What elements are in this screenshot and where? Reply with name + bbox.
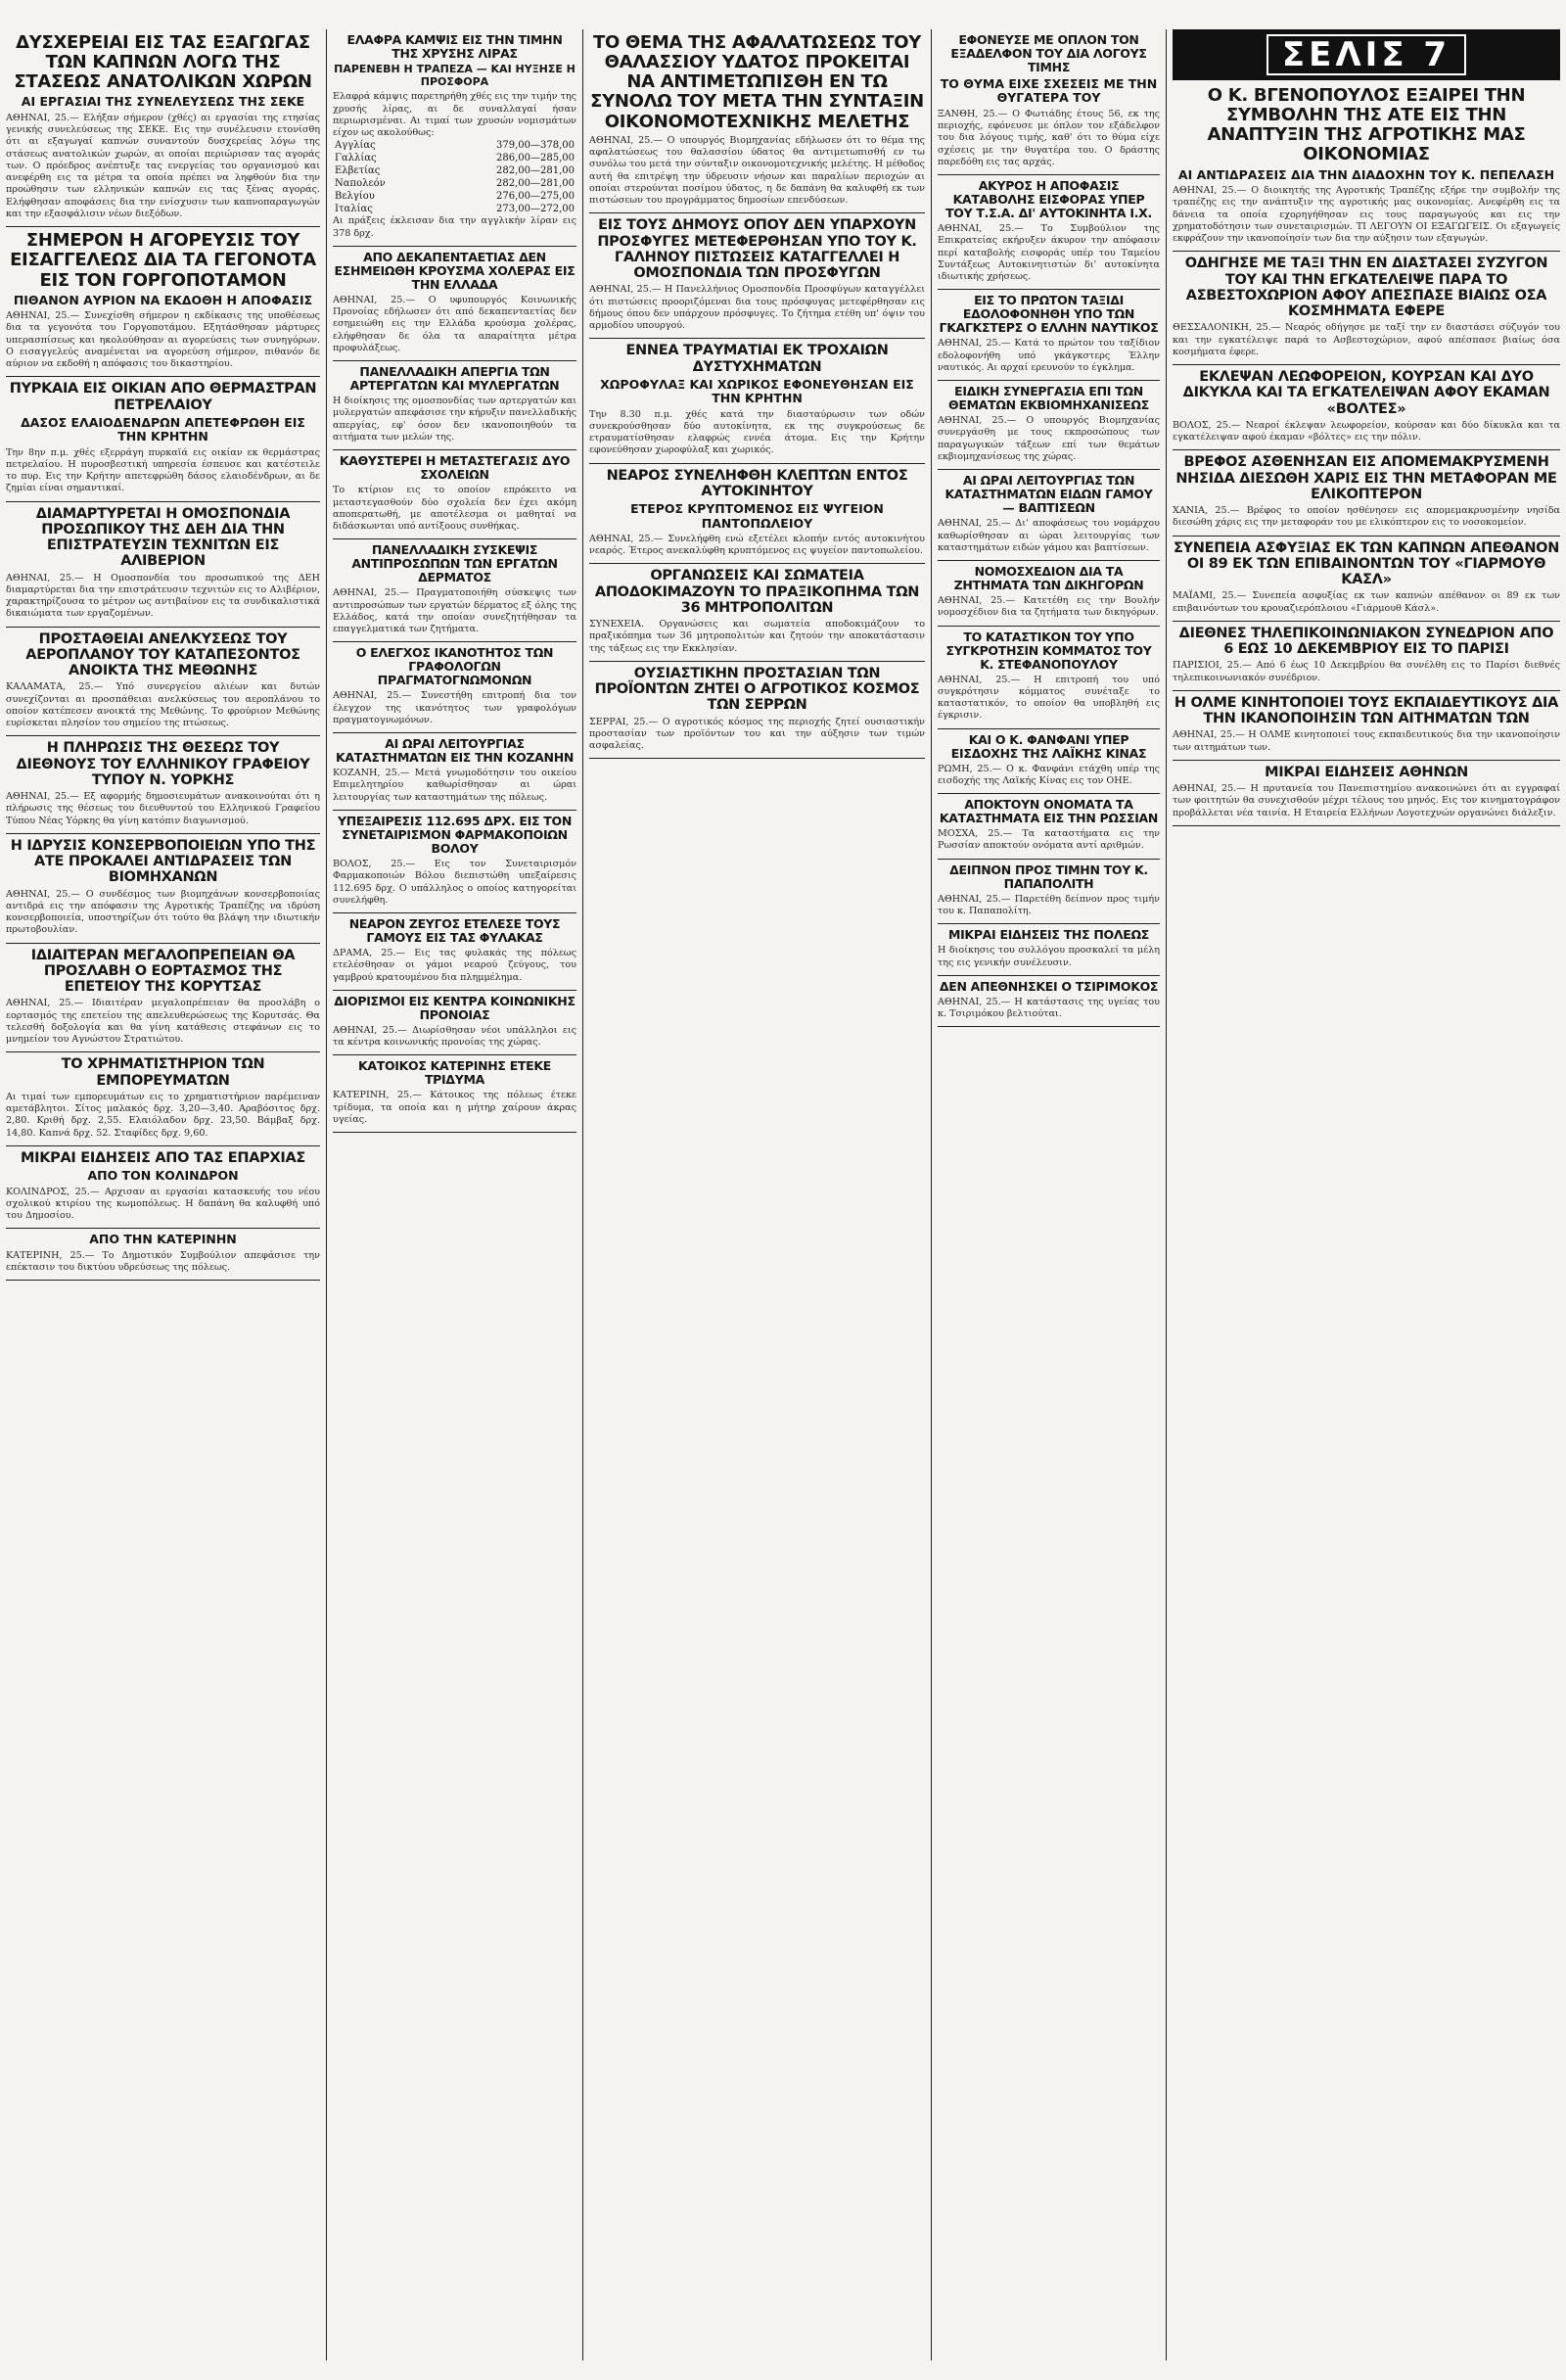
article-subheadline: ΤΟ ΘΥΜΑ ΕΙΧΕ ΣΧΕΣΕΙΣ ΜΕ ΤΗΝ ΘΥΓΑΤΕΡΑ ΤΟΥ xyxy=(940,76,1158,106)
article xyxy=(1173,369,1560,443)
article-body: ΑΘΗΝΑΙ, 25.— Παρετέθη δείπνον προς τιμήν του κ. Παπαπολίτη. xyxy=(938,893,1160,916)
article xyxy=(938,33,1160,168)
article xyxy=(6,740,320,827)
article-headline: ΤΟ ΚΑΤΑΣΤΙΚΟΝ ΤΟΥ ΥΠΟ ΣΥΓΚΡΟΤΗΣΙΝ ΚΟΜΜΑΤΟΣ ΤΟΥ Κ. ΣΤΕΦΑΝΟΠΟΥΛΟΥ xyxy=(945,629,1152,672)
article-body: ΑΘΗΝΑΙ, 25.— Κατά το πρώτον του ταξίδιον εδολοφονήθη υπό γκάγκστερς Έλλην ναυτικός. Αι αρχαί ερευνούν το έγκλημα. xyxy=(938,338,1160,373)
article xyxy=(938,798,1160,853)
article-body: ΑΘΗΝΑΙ, 25.— Η πρυτανεία του Πανεπιστημίου ανακοινώνει ότι αι εγγραφαί των φοιτητών θα συνεχισθούν μέχρι τέλους του μηνός. Εις τον κινηματογράφον προβάλλεται νέα ταινία. Η Εταιρεία Ελλήνων Λογοτεχνών οργανώνει διάλεξιν. xyxy=(1173,783,1560,818)
article-headline: ΕΙΔΙΚΗ ΣΥΝΕΡΓΑΣΙΑ ΕΠΙ ΤΩΝ ΘΕΜΑΤΩΝ ΕΚΒΙΟΜΗΧΑΝΙΣΕΩΣ xyxy=(948,384,1149,413)
article-headline: ΑΚΥΡΟΣ Η ΑΠΟΦΑΣΙΣ ΚΑΤΑΒΟΛΗΣ ΕΙΣΦΟΡΑΣ ΥΠΕΡ ΤΟΥ Τ.Σ.Α. ΔΙ' ΑΥΤΟΚΙΝΗΤΑ Ι.Χ. xyxy=(945,178,1152,221)
column-rule xyxy=(6,943,320,944)
article-body: ΚΟΖΑΝΗ, 25.— Μετά γνωμοδότησιν του οικείου Επιμελητηρίου καθωρίσθησαν αι ώραι λειτουργίας των καταστημάτων της πόλεως. xyxy=(333,768,576,803)
coin-name: Ιταλίας xyxy=(335,204,373,215)
article xyxy=(938,474,1160,554)
column-rule xyxy=(6,501,320,502)
column-rule xyxy=(589,212,925,213)
article-headline: ΑΙ ΩΡΑΙ ΛΕΙΤΟΥΡΓΙΑΣ ΤΩΝ ΚΑΤΑΣΤΗΜΑΤΩΝ ΕΙΔΩΝ ΓΑΜΟΥ — ΒΑΠΤΙΣΕΩΝ xyxy=(944,473,1153,516)
column-rule xyxy=(589,463,925,464)
column-rule xyxy=(333,538,576,539)
article-body: ΑΘΗΝΑΙ, 25.— Συνελήφθη ενώ εξετέλει κλοπήν εντός αυτοκινήτου νεαρός. Έτερος ανεκαλύφθη κρυπτόμενος εις ψυγείον παντοπωλείου. xyxy=(589,533,925,557)
column-rule xyxy=(6,226,320,227)
article-body: ΑΘΗΝΑΙ, 25.— Συνεχίσθη σήμερον η εκδίκασις της υποθέσεως δια τα γεγονότα του Γοργοποτάμου. Εξητάσθησαν μάρτυρες υπερασπίσεως και ηκολούθησαν αι αγορεύσεις των συνηγόρων. Ο εισαγγελεύς αναμένεται να αγορεύση σήμερον, πιθανόν δε αύριον να εκδοθή η απόφασις του δικαστηρίου. xyxy=(6,310,320,370)
article xyxy=(1173,626,1560,684)
column-rule xyxy=(333,1054,576,1055)
coin-price: 282,00—281,00 xyxy=(496,165,575,177)
column-rule xyxy=(6,833,320,834)
article-headline: ΕΚΛΕΨΑΝ ΛΕΩΦΟΡΕΙΟΝ, ΚΟΥΡΣΑΝ ΚΑΙ ΔΥΟ ΔΙΚΥΚΛΑ ΚΑΙ ΤΑ ΕΓΚΑΤΕΛΕΙΨΑΝ ΑΦΟΥ ΕΚΑΜΑΝ «ΒΟΛΤΕΣ» xyxy=(1182,369,1550,417)
article-headline: ΙΔΙΑΙΤΕΡΑΝ ΜΕΓΑΛΟΠΡΕΠΕΙΑΝ ΘΑ ΠΡΟΣΛΑΒΗ Ο ΕΟΡΤΑΣΜΟΣ ΤΗΣ ΕΠΕΤΕΙΟΥ ΤΗΣ ΚΟΡΥΤΣΑΣ xyxy=(30,947,296,996)
article-body: Την 8.30 π.μ. χθές κατά την διασταύρωσιν των οδών συνεκρούσθησαν δύο αυτοκίνητα, εκ της συγκρούσεως δε ετραυματίσθησαν ελαφρώς εννέα άτομα. Εις την Κρήτην εφονεύθησαν χωροφύλαξ και χωρικός. xyxy=(589,408,925,456)
column-rule xyxy=(938,793,1160,794)
article xyxy=(938,733,1160,788)
article-headline: ΔΙΕΘΝΕΣ ΤΗΛΕΠΙΚΟΙΝΩΝΙΑΚΟΝ ΣΥΝΕΔΡΙΟΝ ΑΠΟ 6 ΕΩΣ 10 ΔΕΚΕΜΒΡΙΟΥ ΕΙΣ ΤΟ ΠΑΡΙΣΙ xyxy=(1178,625,1554,657)
article-body: ΑΘΗΝΑΙ, 25.— Η ΟΛΜΕ κινητοποιεί τους εκπαιδευτικούς δια την ικανοποίησιν των αιτημάτων των. xyxy=(1173,729,1560,753)
column-rule xyxy=(333,990,576,991)
article-subheadline: ΕΤΕΡΟΣ ΚΡΥΠΤΟΜΕΝΟΣ ΕΙΣ ΨΥΓΕΙΟΝ ΠΑΝΤΟΠΩΛΕΙΟΥ xyxy=(630,501,884,531)
coin-price: 379,00—378,00 xyxy=(496,140,575,152)
article xyxy=(333,646,576,726)
column-rule xyxy=(938,1026,1160,1027)
column-rule xyxy=(589,661,925,662)
article-headline: ΜΙΚΡΑΙ ΕΙΔΗΣΕΙΣ ΑΠΟ ΤΑΣ ΕΠΑΡΧΙΑΣ xyxy=(21,1150,305,1167)
article xyxy=(6,231,320,370)
column-rule xyxy=(6,627,320,628)
coin-name: Γαλλίας xyxy=(335,153,377,164)
article-headline: ΥΠΕΞΑΙΡΕΣΙΣ 112.695 ΔΡΧ. ΕΙΣ ΤΟΝ ΣΥΝΕΤΑΙΡΙΣΜΟΝ ΦΑΡΜΑΚΟΠΟΙΩΝ ΒΟΛΟΥ xyxy=(337,813,572,856)
article-body: ΞΑΝΘΗ, 25.— Ο Φωτιάδης έτους 56, εκ της περιοχής, εφόνευσε με όπλον τον εξάδελφον του δια λόγους τιμής, καθ' ότι το θύμα είχε σχέσεις με την θυγατέρα του. Ο δράστης παρεδόθη εις τας αρχάς. xyxy=(938,108,1160,167)
column-rule xyxy=(589,338,925,339)
article-body: ΑΘΗΝΑΙ, 25.— Πραγματοποιήθη σύσκεψις των αντιπροσώπων των εργατών δέρματος εξ όλης της Ελλάδος, κατά την οποίαν συνεζητήθησαν τα επαγγελματικά των ζητήματα. xyxy=(333,587,576,635)
article xyxy=(333,1059,576,1126)
article xyxy=(938,294,1160,374)
article xyxy=(938,630,1160,723)
article-body: ΚΑΛΑΜΑΤΑ, 25.— Υπό συνεργείου αλιέων και δυτών συνεχίζονται αι προσπάθειαι ανελκύσεως του αεροπλάνου το οποίον κατέπεσεν ανοικτά της Μεθώνης. Το φρούριον Μεθώνης ευρίσκεται πλησίον του σημείου της πτώσεως. xyxy=(6,681,320,729)
article xyxy=(589,666,925,753)
article-headline: ΟΔΗΓΗΣΕ ΜΕ ΤΑΞΙ ΤΗΝ ΕΝ ΔΙΑΣΤΑΣΕΙ ΣΥΖΥΓΟΝ ΤΟΥ ΚΑΙ ΤΗΝ ΕΓΚΑΤΕΛΕΙΨΕ ΠΑΡΑ ΤΟ ΑΣΒΕΣΤΟΧΩΡΙΟΝ ΑΦΟΥ ΑΠΕΣΠΑΣΕ ΒΙΑΙΩΣ ΟΣΑ ΚΟΣΜΗΜΑΤΑ ΕΦΕΡΕ xyxy=(1184,256,1548,320)
article xyxy=(938,863,1160,918)
column-rule xyxy=(1173,690,1560,691)
gold-note: Αι πράξεις έκλεισαν δια την αγγλικήν λίραν εις 378 δρχ. xyxy=(333,215,576,239)
article-headline: ΑΠΟΚΤΟΥΝ ΟΝΟΜΑΤΑ ΤΑ ΚΑΤΑΣΤΗΜΑΤΑ ΕΙΣ ΤΗΝ ΡΩΣΣΙΑΝ xyxy=(939,797,1159,826)
column-rule xyxy=(938,626,1160,627)
column-rule xyxy=(938,923,1160,924)
coin-price: 282,00—281,00 xyxy=(496,178,575,190)
gold-headline: ΕΛΑΦΡΑ ΚΑΜΨΙΣ ΕΙΣ ΤΗΝ ΤΙΜΗΝ ΤΗΣ ΧΡΥΣΗΣ ΛΙΡΑΣ xyxy=(346,32,563,61)
column-rule xyxy=(6,735,320,736)
coin-name: Ναπολεόν xyxy=(335,178,386,190)
column-rule xyxy=(6,1280,320,1281)
article-headline: ΒΡΕΦΟΣ ΑΣΘΕΝΗΣΑΝ ΕΙΣ ΑΠΟΜΕΜΑΚΡΥΣΜΕΝΗ ΝΗΣΙΔΑ ΔΙΕΣΩΘΗ ΧΑΡΙΣ ΕΙΣ ΤΗΝ ΜΕΤΑΦΟΡΑΝ ΜΕ ΕΛΙΚΟΠΤΕΡΟΝ xyxy=(1175,454,1557,502)
column-rule xyxy=(1173,364,1560,365)
article-subheadline: ΑΙ ΑΝΤΙΔΡΑΣΕΙΣ ΔΙΑ ΤΗΝ ΔΙΑΔΟΧΗΝ ΤΟΥ Κ. ΠΕΠΕΛΑΣΗ xyxy=(1177,166,1555,182)
gold-subheadline: ΠΑΡΕΝΕΒΗ Η ΤΡΑΠΕΖΑ — ΚΑΙ ΗΥΞΗΣΕ Η ΠΡΟΣΦΟΡΑ xyxy=(334,63,576,88)
article-headline: ΚΑΘΥΣΤΕΡΕΙ Η ΜΕΤΑΣΤΕΓΑΣΙΣ ΔΥΟ ΣΧΟΛΕΙΩΝ xyxy=(339,453,571,483)
article-headline: ΕΝΝΕΑ ΤΡΑΥΜΑΤΙΑΙ ΕΚ ΤΡΟΧΑΙΩΝ ΔΥΣΤΥΧΗΜΑΤΩΝ xyxy=(625,343,889,375)
coin-name: Βελγίου xyxy=(335,191,375,203)
page-banner xyxy=(1173,29,1560,80)
gold-price-row xyxy=(333,203,576,215)
article-subheadline: ΧΩΡΟΦΥΛΑΞ ΚΑΙ ΧΩΡΙΚΟΣ ΕΦΟΝΕΥΘΗΣΑΝ ΕΙΣ ΤΗΝ ΚΡΗΤΗΝ xyxy=(600,376,914,406)
article xyxy=(6,1150,320,1222)
article-body: ΚΑΤΕΡΙΝΗ, 25.— Κάτοικος της πόλεως έτεκε τρίδυμα, τα οποία και η μήτηρ χαίρουν άκρας υγείας. xyxy=(333,1090,576,1125)
article-headline: ΕΙΣ ΤΟΥΣ ΔΗΜΟΥΣ ΟΠΟΥ ΔΕΝ ΥΠΑΡΧΟΥΝ ΠΡΟΣΦΥΓΕΣ ΜΕΤΕΦΕΡΘΗΣΑΝ ΥΠΟ ΤΟΥ Κ. ΓΑΛΗΝΟΥ ΠΙΣΤΩΣΕΙΣ ΚΑΤΑΓΓΕΛΛΕΙ Η ΟΜΟΣΠΟΝΔΙΑ ΤΩΝ ΠΡΟΣΦΥΓΩΝ xyxy=(597,217,917,282)
column-rule xyxy=(6,1051,320,1052)
article xyxy=(1173,454,1560,529)
gold-price-row xyxy=(333,152,576,164)
article-body: ΑΘΗΝΑΙ, 25.— Η επιτροπή του υπό συγκρότησιν κόμματος συνέταξε το καταστατικόν, το οποίον θα υποβληθή εις έγκρισιν. xyxy=(938,674,1160,722)
column-rule xyxy=(938,560,1160,561)
gold-price-row xyxy=(333,177,576,190)
column-rule xyxy=(938,289,1160,290)
article-body: ΑΘΗΝΑΙ, 25.— Ο υπουργός Βιομηχανίας συνεργάσθη με τους εκπροσώπους των παραγωγικών τάξεων επί των θεμάτων εκβιομηχανίσεως της χώρας. xyxy=(938,415,1160,462)
article xyxy=(6,948,320,1047)
article-body: ΑΘΗΝΑΙ, 25.— Ιδιαιτέραν μεγαλοπρέπειαν θα προσλάβη ο εορτασμός της επετείου της απελευθερώσεως της Κορυτσάς. Θα τελεσθή δοξολογία και θα γίνη κατάθεσις στεφάνων εις το μνημείον του Αγνώστου Στρατιώτου. xyxy=(6,998,320,1046)
article-headline: ΠΥΡΚΑΙΑ ΕΙΣ ΟΙΚΙΑΝ ΑΠΟ ΘΕΡΜΑΣΤΡΑΝ ΠΕΤΡΕΛΑΙΟΥ xyxy=(9,381,317,413)
column-rule xyxy=(333,449,576,450)
column-1 xyxy=(0,29,327,2360)
article-headline: ΜΙΚΡΑΙ ΕΙΔΗΣΕΙΣ ΤΗΣ ΠΟΛΕΩΣ xyxy=(947,927,1150,943)
article-headline: ΚΑΙ Ο Κ. ΦΑΝΦΑΝΙ ΥΠΕΡ ΕΙΣΔΟΧΗΣ ΤΗΣ ΛΑΪΚΗΣ ΚΙΝΑΣ xyxy=(950,731,1147,761)
article xyxy=(1173,695,1560,754)
article-body: ΠΑΡΙΣΙΟΙ, 25.— Από 6 έως 10 Δεκεμβρίου θα συνέλθη εις το Παρίσι διεθνές τηλεπικοινωνιακόν συνέδριον. xyxy=(1173,660,1560,683)
article-subheadline: ΑΙ ΕΡΓΑΣΙΑΙ ΤΗΣ ΣΥΝΕΛΕΥΣΕΩΣ ΤΗΣ ΣΕΚΕ xyxy=(21,94,305,110)
article xyxy=(1173,256,1560,358)
article-body: ΣΥΝΕΧΕΙΑ. Οργανώσεις και σωματεία αποδοκιμάζουν το πραξικόπημα των 36 μητροπολιτών και ζητούν την αποκατάστασιν της τάξεως εις την Εκκλησίαν. xyxy=(589,619,925,654)
article-headline: ΑΙ ΩΡΑΙ ΛΕΙΤΟΥΡΓΙΑΣ ΚΑΤΑΣΤΗΜΑΤΩΝ ΕΙΣ ΤΗΝ ΚΟΖΑΝΗΝ xyxy=(335,736,575,766)
article-headline: ΠΑΝΕΛΛΑΔΙΚΗ ΑΠΕΡΓΙΑ ΤΩΝ ΑΡΤΕΡΓΑΤΩΝ ΚΑΙ ΜΥΛΕΡΓΑΤΩΝ xyxy=(349,364,560,394)
article xyxy=(333,815,576,907)
article xyxy=(1173,540,1560,615)
column-rule xyxy=(1173,621,1560,622)
article-headline: ΠΑΝΕΛΛΑΔΙΚΗ ΣΥΣΚΕΨΙΣ ΑΝΤΙΠΡΟΣΩΠΩΝ ΤΩΝ ΕΡΓΑΤΩΝ ΔΕΡΜΑΤΟΣ xyxy=(351,542,558,585)
article-headline: ΚΑΤΟΙΚΟΣ ΚΑΤΕΡΙΝΗΣ ΕΤΕΚΕ ΤΡΙΔΥΜΑ xyxy=(357,1058,552,1088)
column-rule xyxy=(6,1228,320,1229)
article-body: ΑΘΗΝΑΙ, 25.— Η Πανελλήνιος Ομοσπονδία Προσφύγων καταγγέλλει ότι πιστώσεις προοριζόμεναι δια τους πρόσφυγας μετεφέρθησαν εις δήμους όπου δεν υπάρχουν πρόσφυγες. Το ζήτημα ετέθη υπ' όψιν του αρμοδίου υπουργού. xyxy=(589,284,925,332)
article xyxy=(6,838,320,937)
article-headline: Η ΠΛΗΡΩΣΙΣ ΤΗΣ ΘΕΣΕΩΣ ΤΟΥ ΔΙΕΘΝΟΥΣ ΤΟΥ ΕΛΛΗΝΙΚΟΥ ΓΡΑΦΕΙΟΥ ΤΥΠΟΥ Ν. ΥΟΡΚΗΣ xyxy=(16,740,310,788)
article-headline: ΕΦΟΝΕΥΣΕ ΜΕ ΟΠΛΟΝ ΤΟΝ ΕΞΑΔΕΛΦΟΝ ΤΟΥ ΔΙΑ ΛΟΓΟΥΣ ΤΙΜΗΣ xyxy=(950,32,1147,74)
article-subheadline: ΔΑΣΟΣ ΕΛΑΙΟΔΕΝΔΡΩΝ ΑΠΕΤΕΦΡΩΘΗ ΕΙΣ ΤΗΝ ΚΡΗΤΗΝ xyxy=(21,414,305,444)
article-headline: ΔΙΟΡΙΣΜΟΙ ΕΙΣ ΚΕΝΤΡΑ ΚΟΙΝΩΝΙΚΗΣ ΠΡΟΝΟΙΑΣ xyxy=(334,993,576,1022)
article-headline: ΔΥΣΧΕΡΕΙΑΙ ΕΙΣ ΤΑΣ ΕΞΑΓΩΓΑΣ ΤΩΝ ΚΑΠΝΩΝ ΛΟΓΩ ΤΗΣ ΣΤΑΣΕΩΣ ΑΝΑΤΟΛΙΚΩΝ ΧΩΡΩΝ xyxy=(14,32,312,93)
column-rule xyxy=(938,975,1160,976)
article-body: ΔΡΑΜΑ, 25.— Εις τας φυλακάς της πόλεως ετελέσθησαν οι γάμοι νεαρού ζεύγους, του γαμβρού κρατουμένου δια πλημμέλημα. xyxy=(333,948,576,983)
article-headline: ΣΥΝΕΠΕΙΑ ΑΣΦΥΞΙΑΣ ΕΚ ΤΩΝ ΚΑΠΝΩΝ ΑΠΕΘΑΝΟΝ ΟΙ 89 ΕΚ ΤΩΝ ΕΠΙΒΑΙΝΟΝΤΩΝ ΤΟΥ «ΓΙΑΡΜΟΥΘ ΚΑΣΛ» xyxy=(1173,539,1560,587)
article-body: ΑΘΗΝΑΙ, 25.— Κατετέθη εις την Βουλήν νομοσχέδιον δια τα ζητήματα των δικηγόρων. xyxy=(938,595,1160,619)
article-headline: ΤΟ ΧΡΗΜΑΤΙΣΤΗΡΙΟΝ ΤΩΝ ΕΜΠΟΡΕΥΜΑΤΩΝ xyxy=(61,1056,265,1089)
article-body: ΜΑΪΑΜΙ, 25.— Συνεπεία ασφυξίας εκ των καπνών απέθανον οι 89 εκ των επιβαινόντων του κρουαζιερόπλοιου «Γιάρμουθ Κάσλ». xyxy=(1173,590,1560,614)
column-5 xyxy=(1167,29,1566,2360)
article-body: ΒΟΛΟΣ, 25.— Νεαροί έκλεψαν λεωφορείον, κούρσαν και δύο δίκυκλα και τα εγκατέλειψαν αφού έκαμαν «βόλτες» εις την πόλιν. xyxy=(1173,419,1560,443)
article xyxy=(589,568,925,655)
column-5-articles xyxy=(1173,86,1560,826)
article xyxy=(333,543,576,635)
article-body: ΑΘΗΝΑΙ, 25.— Ο διοικητής της Αγροτικής Τραπέζης εξήρε την συμβολήν της τραπέζης εις την ανάπτυξιν της αγροτικής μας οικονομίας. Ανεφέρθη εις τα δάνεια τα οποία εχορηγήθησαν εις τους παραγωγούς και εις την χρηματοδότησιν των συνεταιρισμών. ΤΙ ΛΕΓΟΥΝ ΟΙ ΕΞΑΓΩΓΕΙΣ. Οι εξαγωγείς εκφράζουν την ικανοποίησίν των δια την αύξησιν των εξαγωγών. xyxy=(1173,185,1560,245)
article-headline: ΤΟ ΘΕΜΑ ΤΗΣ ΑΦΑΛΑΤΩΣΕΩΣ ΤΟΥ ΘΑΛΑΣΣΙΟΥ ΥΔΑΤΟΣ ΠΡΟΚΕΙΤΑΙ ΝΑ ΑΝΤΙΜΕΤΩΠΙΣΘΗ ΕΝ ΤΩ ΣΥΝΟΛΩ ΤΟΥ ΜΕΤΑ ΤΗΝ ΣΥΝΤΑΞΙΝ ΟΙΚΟΝΟΜΟΤΕΧΝΙΚΗΣ ΜΕΛΕΤΗΣ xyxy=(590,32,924,132)
article-body: ΒΟΛΟΣ, 25.— Εις τον Συνεταιρισμόν Φαρμακοποιών Βόλου διεπιστώθη υπεξαίρεσις 112.695 δρχ. Ο υπάλληλος ο οποίος κατηγορείται συνελήφθη. xyxy=(333,858,576,906)
column-rule xyxy=(6,376,320,377)
article-body: ΘΕΣΣΑΛΟΝΙΚΗ, 25.— Νεαρός οδήγησε με ταξί την εν διαστάσει σύζυγόν του και την εγκατέλειψε παρά το Ασβεστοχώριον, αφού απέσπασε βιαίως όσα κοσμήματα έφερε. xyxy=(1173,322,1560,357)
column-rule xyxy=(1173,449,1560,450)
article-body: ΣΕΡΡΑΙ, 25.— Ο αγροτικός κόσμος της περιοχής ζητεί ουσιαστικήν προστασίαν των προϊόντων του και την αύξησιν των τιμών ασφαλείας. xyxy=(589,716,925,752)
article-subheadline: ΑΠΟ ΤΗΝ ΚΑΤΕΡΙΝΗΝ xyxy=(89,1232,237,1247)
coin-price: 286,00—285,00 xyxy=(496,153,575,164)
column-rule xyxy=(938,380,1160,381)
column-2-articles xyxy=(333,251,576,1133)
gold-body: Ελαφρά κάμψις παρετηρήθη χθές εις την τιμήν της χρυσής λίρας, αι δε συναλλαγαί ήσαν περιωρισμέναι. Αι τιμαί των χρυσών νομισμάτων είχον ως ακολούθως: xyxy=(333,91,576,139)
column-rule xyxy=(333,732,576,733)
gold-price-row xyxy=(333,164,576,177)
article-headline: ΝΕΑΡΟΣ ΣΥΝΕΛΗΦΘΗ ΚΛΕΠΤΩΝ ΕΝΤΟΣ ΑΥΤΟΚΙΝΗΤΟΥ xyxy=(606,467,908,499)
article xyxy=(1173,86,1560,245)
article xyxy=(6,506,320,621)
article xyxy=(938,565,1160,620)
article-body: ΑΘΗΝΑΙ, 25.— Δι' αποφάσεως του νομάρχου καθωρίσθησαν αι ώραι λειτουργίας των καταστημάτων ειδών γάμου και βαπτίσεων. xyxy=(938,518,1160,553)
column-rule xyxy=(333,810,576,811)
article xyxy=(6,1233,320,1274)
article xyxy=(6,1056,320,1140)
article-headline: ΕΙΣ ΤΟ ΠΡΩΤΟΝ ΤΑΞΙΔΙ ΕΔΟΛΟΦΟΝΗΘΗ ΥΠΟ ΤΩΝ ΓΚΑΓΚΣΤΕΡΣ Ο ΕΛΛΗΝ ΝΑΥΤΙΚΟΣ xyxy=(939,293,1159,336)
article-headline: Η ΟΛΜΕ ΚΙΝΗΤΟΠΟΙΕΙ ΤΟΥΣ ΕΚΠΑΙΔΕΥΤΙΚΟΥΣ ΔΙΑ ΤΗΝ ΙΚΑΝΟΠΟΙΗΣΙΝ ΤΩΝ ΑΙΤΗΜΑΤΩΝ ΤΩΝ xyxy=(1174,694,1559,726)
article-body: Την 8ην π.μ. χθές εξερράγη πυρκαϊά εις οικίαν εκ θερμάστρας πετρελαίου. Η πυροσβεστική υπηρεσία έσπευσε και κατέστειλε το πυρ. Εις την Κρήτην απετεφρώθη δάσος ελαιοδένδρων, αι δε ζημίαι είναι σημαντικαί. xyxy=(6,446,320,494)
column-rule xyxy=(1173,536,1560,537)
column-rule xyxy=(333,641,576,642)
article xyxy=(333,251,576,354)
article xyxy=(938,179,1160,283)
article-body: ΑΘΗΝΑΙ, 25.— Ελήξαν σήμερον (χθές) αι εργασίαι της ετησίας γενικής συνελεύσεως της ΣΕΚΕ. Εις την συνέλευσιν ετονίσθη ότι αι εξαγωγαί καπνών συναντούν δυσχερείας λόγω της στάσεως ανατολικών χωρών, αι οποίαι περιώρισαν τας αγοράς των. Ο πρόεδρος ανέπτυξε τας ενεργείας του οργανισμού και ανεφέρθη εις τα μέτρα τα οποία πρέπει να ληφθούν δια την προώθησιν των ελληνικών καπνών εις τας ξένας αγοράς. Ελήφθησαν αποφάσεις δια την ενίσχυσιν των καπνοπαραγωγών και την εξασφάλισιν νέων διεξόδων. xyxy=(6,112,320,219)
article-body: ΑΘΗΝΑΙ, 25.— Ο συνδέσμος των βιομηχάνων κονσερβοποιίας αντιδρά εις την απόφασιν της Αγροτικής Τραπέζης να ιδρύση κονσερβοποιεία, υποστηρίζων ότι τούτο θα βλάψη την ιδιωτικήν πρωτοβουλίαν. xyxy=(6,888,320,936)
column-rule xyxy=(1173,251,1560,252)
article-body: Το κτίριον εις το οποίον επρόκειτο να μεταστεγασθούν δύο σχολεία δεν έχει ακόμη αποπερατωθή, με αποτέλεσμα οι μαθηταί να διδάσκωνται υπό αντίξοους συνθήκας. xyxy=(333,485,576,533)
article-body: ΜΟΣΧΑ, 25.— Τα καταστήματα εις την Ρωσσίαν αποκτούν ονόματα αντί αριθμών. xyxy=(938,828,1160,852)
article-headline: ΑΠΟ ΔΕΚΑΠΕΝΤΑΕΤΙΑΣ ΔΕΝ ΕΣΗΜΕΙΩΘΗ ΚΡΟΥΣΜΑ ΧΟΛΕΡΑΣ ΕΙΣ ΤΗΝ ΕΛΛΑΔΑ xyxy=(334,249,576,292)
article-headline: ΔΙΑΜΑΡΤΥΡΕΤΑΙ Η ΟΜΟΣΠΟΝΔΙΑ ΠΡΟΣΩΠΙΚΟΥ ΤΗΣ ΔΕΗ ΔΙΑ ΤΗΝ ΕΠΙΣΤΡΑΤΕΥΣΙΝ ΤΕΧΝΙΤΩΝ ΕΙΣ ΑΛΙΒΕΡΙΟΝ xyxy=(35,505,291,570)
column-3 xyxy=(583,29,932,2360)
article-headline: Η ΙΔΡΥΣΙΣ ΚΟΝΣΕΡΒΟΠΟΙΕΙΩΝ ΥΠΟ ΤΗΣ ΑΤΕ ΠΡΟΚΑΛΕΙ ΑΝΤΙΔΡΑΣΕΙΣ ΤΩΝ ΒΙΟΜΗΧΑΝΩΝ xyxy=(10,837,316,886)
article xyxy=(589,33,925,207)
article-headline: ΝΕΑΡΟΝ ΖΕΥΓΟΣ ΕΤΕΛΕΣΕ ΤΟΥΣ ΓΑΜΟΥΣ ΕΙΣ ΤΑΣ ΦΥΛΑΚΑΣ xyxy=(348,916,561,946)
article-body: ΚΟΛΙΝΔΡΟΣ, 25.— Αρχισαν αι εργασίαι κατασκευής του νέου σχολικού κτιρίου της κωμοπόλεως. Η δαπάνη θα καλυφθή υπό του Δημοσίου. xyxy=(6,1186,320,1222)
gold-price-table xyxy=(333,139,576,215)
article xyxy=(333,917,576,984)
article-body: ΑΘΗΝΑΙ, 25.— Ο υφυπουργός Κοινωνικής Προνοίας εδήλωσεν ότι από δεκαπενταετίας δεν εσημειώθη εις την Ελλάδα κρούσμα χολέρας, ελήφθησαν δε όλα τα απαραίτητα μέτρα προφυλάξεως. xyxy=(333,294,576,353)
article-subheadline: ΑΠΟ ΤΟΝ ΚΟΛΙΝΔΡΟΝ xyxy=(87,1168,239,1184)
article-headline: ΠΡΟΣΤΑΘΕΙΑΙ ΑΝΕΛΚΥΣΕΩΣ ΤΟΥ ΑΕΡΟΠΛΑΝΟΥ ΤΟΥ ΚΑΤΑΠΕΣΟΝΤΟΣ ΑΝΟΙΚΤΑ ΤΗΣ ΜΕΘΩΝΗΣ xyxy=(25,630,300,679)
article xyxy=(938,385,1160,463)
article xyxy=(6,631,320,730)
article xyxy=(938,928,1160,969)
gold-price-row xyxy=(333,190,576,203)
column-rule xyxy=(333,912,576,913)
column-rule xyxy=(333,360,576,361)
article-headline: ΝΟΜΟΣΧΕΔΙΟΝ ΔΙΑ ΤΑ ΖΗΤΗΜΑΤΑ ΤΩΝ ΔΙΚΗΓΟΡΩΝ xyxy=(953,564,1144,593)
article-body: ΑΘΗΝΑΙ, 25.— Διωρίσθησαν νέοι υπάλληλοι εις τα κέντρα κοινωνικής προνοίας της χώρας. xyxy=(333,1024,576,1049)
article-body: ΚΑΤΕΡΙΝΗ, 25.— Το Δημοτικόν Συμβούλιον απεφάσισε την επέκτασιν του δικτύου υδρεύσεως της πόλεως. xyxy=(6,1249,320,1274)
article-headline: Ο ΕΛΕΓΧΟΣ ΙΚΑΝΟΤΗΤΟΣ ΤΩΝ ΓΡΑΦΟΛΟΓΩΝ ΠΡΑΓΜΑΤΟΓΝΩΜΟΝΩΝ xyxy=(355,645,554,688)
article-body: ΑΘΗΝΑΙ, 25.— Ο υπουργός Βιομηχανίας εδήλωσεν ότι το θέμα της αφαλατώσεως του θαλασσίου ύδατος θα αντιμετωπισθή εν τω συνόλω του μετά την σύνταξιν οικονομοτεχνικής μελέτης. Η μέθοδος αυτή θα επιτρέψη την ύδρευσιν νήσων και παραλίων περιοχών αι οποίαι στερούνται ποσίμου ύδατος, η δε δαπάνη θα καλυφθή εκ των πιστώσεων του προγράμματος δημοσίων επενδύσεων. xyxy=(589,134,925,207)
coin-price: 273,00—272,00 xyxy=(496,204,575,215)
article xyxy=(589,217,925,332)
column-4 xyxy=(932,29,1167,2360)
article-headline: ΣΗΜΕΡΟΝ Η ΑΓΟΡΕΥΣΙΣ ΤΟΥ ΕΙΣΑΓΓΕΛΕΩΣ ΔΙΑ ΤΑ ΓΕΓΟΝΟΤΑ ΕΙΣ ΤΟΝ ΓΟΡΓΟΠΟΤΑΜΟΝ xyxy=(10,230,316,291)
article-body: Η διοίκησις της ομοσπονδίας των αρτεργατών και μυλεργατών απεφάσισε την κήρυξιν πανελλαδικής απεργίας, εφ' όσον δεν ικανοποιηθούν τα αιτήματα των μελών της. xyxy=(333,396,576,443)
article-body: ΑΘΗΝΑΙ, 25.— Το Συμβούλιον της Επικρατείας εκήρυξεν άκυρον την απόφασιν περί καταβολής εισφοράς υπέρ του Ταμείου Συντάξεως Αυτοκινητιστών δι' αυτοκίνητα ιδιωτικής χρήσεως. xyxy=(938,223,1160,283)
column-rule xyxy=(1173,760,1560,761)
coin-name: Αγγλίας xyxy=(335,140,376,152)
gold-price-article xyxy=(333,33,576,240)
article xyxy=(589,343,925,456)
article-body: ΑΘΗΝΑΙ, 25.— Η κατάστασις της υγείας του κ. Τσιριμόκου βελτιούται. xyxy=(938,996,1160,1020)
column-rule xyxy=(589,563,925,564)
article-body: ΑΘΗΝΑΙ, 25.— Συνεστήθη επιτροπή δια τον έλεγχον της ικανότητος των γραφολόγων πραγματογνωμόνων. xyxy=(333,690,576,725)
article-headline: Ο Κ. ΒΓΕΝΟΠΟΥΛΟΣ ΕΞΑΙΡΕΙ ΤΗΝ ΣΥΜΒΟΛΗΝ ΤΗΣ ΑΤΕ ΕΙΣ ΤΗΝ ΑΝΑΠΤΥΞΙΝ ΤΗΣ ΑΓΡΟΤΙΚΗΣ ΜΑΣ ΟΙΚΟΝΟΜΙΑΣ xyxy=(1207,85,1526,165)
article-body: Η διοίκησις του συλλόγου προσκαλεί τα μέλη της εις γενικήν συνέλευσιν. xyxy=(938,945,1160,968)
article xyxy=(333,454,576,533)
column-rule xyxy=(1173,825,1560,826)
article-body: ΑΘΗΝΑΙ, 25.— Εξ αφορμής δημοσιευμάτων ανακοινούται ότι η πλήρωσις της θέσεως του διευθυντού του Ελληνικού Γραφείου Τύπου Νέας Υόρκης θα γίνη κατόπιν διαγωνισμού. xyxy=(6,791,320,826)
column-rule xyxy=(6,1145,320,1146)
article xyxy=(333,365,576,443)
column-rule xyxy=(938,859,1160,860)
column-rule xyxy=(333,1132,576,1133)
column-rule xyxy=(938,174,1160,175)
article-headline: ΟΥΣΙΑΣΤΙΚΗΝ ΠΡΟΣΤΑΣΙΑΝ ΤΩΝ ΠΡΟΪΟΝΤΩΝ ΖΗΤΕΙ Ο ΑΓΡΟΤΙΚΟΣ ΚΟΣΜΟΣ ΤΩΝ ΣΕΡΡΩΝ xyxy=(594,665,920,714)
article-body: ΡΩΜΗ, 25.— Ο κ. Φανφάνι ετάχθη υπέρ της εισδοχής της Λαϊκής Κίνας εις τον ΟΗΕ. xyxy=(938,763,1160,786)
article xyxy=(333,737,576,804)
column-rule xyxy=(938,728,1160,729)
article-body: ΧΑΝΙΑ, 25.— Βρέφος το οποίον ησθένησεν εις απομεμακρυσμένην νησίδα διεσώθη χάρις εις την μεταφοράν του με ελικόπτερον εις το νοσοκομείον. xyxy=(1173,505,1560,529)
column-rule xyxy=(938,469,1160,470)
article xyxy=(333,995,576,1050)
article-headline: ΔΕΝ ΑΠΕΘΝΗΣΚΕΙ Ο ΤΣΙΡΙΜΟΚΟΣ xyxy=(939,978,1159,994)
article xyxy=(589,468,925,558)
coin-name: Ελβετίας xyxy=(335,165,381,177)
gold-price-row xyxy=(333,139,576,152)
coin-price: 276,00—275,00 xyxy=(496,191,575,203)
article-headline: ΜΙΚΡΑΙ ΕΙΔΗΣΕΙΣ ΑΘΗΝΩΝ xyxy=(1265,764,1468,780)
article xyxy=(6,381,320,494)
article xyxy=(1173,765,1560,819)
column-rule xyxy=(589,758,925,759)
page-number-label: ΣΕΛΙΣ 7 xyxy=(1267,34,1466,75)
article-headline: ΔΕΙΠΝΟΝ ΠΡΟΣ ΤΙΜΗΝ ΤΟΥ Κ. ΠΑΠΑΠΟΛΙΤΗ xyxy=(949,862,1148,891)
column-2 xyxy=(327,29,583,2360)
article-body: ΑΘΗΝΑΙ, 25.— Η Ομοσπονδία του προσωπικού της ΔΕΗ διαμαρτύρεται δια την επιστράτευσιν τεχνιτών εις το Αλιβέριον, χαρακτηρίζουσα το μέτρον ως αντιβαίνον εις τα συνδικαλιστικά δικαιώματα των εργαζομένων. xyxy=(6,572,320,620)
article xyxy=(938,980,1160,1021)
article-headline: ΟΡΓΑΝΩΣΕΙΣ ΚΑΙ ΣΩΜΑΤΕΙΑ ΑΠΟΔΟΚΙΜΑΖΟΥΝ ΤΟ ΠΡΑΞΙΚΟΠΗΜΑ ΤΩΝ 36 ΜΗΤΡΟΠΟΛΙΤΩΝ xyxy=(594,568,920,616)
article xyxy=(6,33,320,220)
article-body: Αι τιμαί των εμπορευμάτων εις το χρηματιστήριον παρέμειναν αμετάβλητοι. Σίτος μαλακός δρχ. 3,20—3,40. Αραβόσιτος δρχ. 2,80. Κριθή δρχ. 2,55. Ελαιόλαδον δρχ. 23,50. Βάμβαξ δρχ. 14,80. Καπνά δρχ. 52. Σταφίδες δρχ. 9,60. xyxy=(6,1091,320,1139)
article-subheadline: ΠΙΘΑΝΟΝ ΑΥΡΙΟΝ ΝΑ ΕΚΔΟΘΗ Η ΑΠΟΦΑΣΙΣ xyxy=(13,292,313,307)
